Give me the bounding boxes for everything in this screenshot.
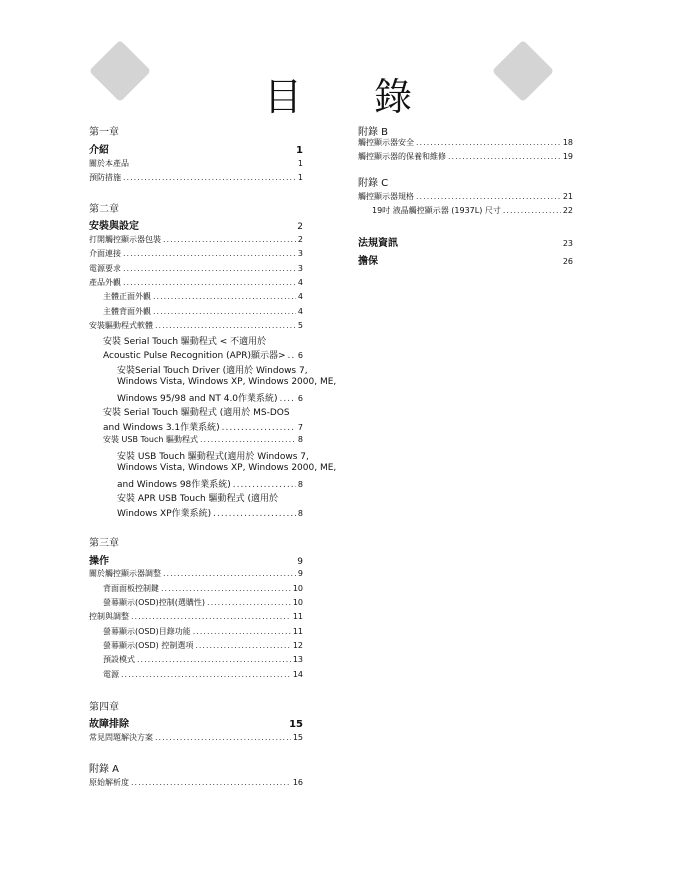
leader-dots	[131, 612, 291, 621]
page-number: 2	[297, 235, 303, 244]
page-number: 6	[297, 351, 303, 360]
toc-entry	[89, 291, 303, 302]
toc-entry	[89, 583, 303, 594]
toc-entry	[89, 420, 303, 433]
leader-dots	[161, 584, 291, 593]
toc-entry	[89, 626, 303, 637]
toc-entry-text: 關於觸控顯示器調整	[89, 569, 161, 578]
toc-entry-line	[89, 405, 303, 418]
leader-dots	[416, 192, 561, 201]
toc-entry	[89, 640, 303, 651]
toc-entry	[89, 158, 303, 169]
leader-dots	[222, 423, 296, 433]
chapter-heading-text: 第四章	[89, 702, 119, 713]
page-number: 3	[297, 264, 303, 273]
chapter-heading	[89, 123, 303, 138]
toc-entry	[89, 320, 303, 331]
toc-entry-text: 背面面板控制鍵	[103, 584, 159, 593]
page-number: 7	[297, 423, 303, 432]
leader-dots	[207, 598, 291, 607]
toc-entry	[89, 172, 303, 183]
page-title: 目 錄	[263, 75, 443, 119]
leader-dots	[163, 569, 296, 578]
toc-entry-text: 安裝 Serial Touch 驅動程式 (適用於 MS-DOS	[103, 408, 290, 418]
toc-entry-text: 預設模式	[103, 655, 135, 664]
leader-dots	[155, 733, 291, 742]
toc-entry	[89, 263, 303, 274]
leader-dots	[193, 627, 291, 636]
toc-entry-text: 安裝驅動程式軟體	[89, 321, 153, 330]
leader-dots	[163, 235, 296, 244]
toc-section-title	[89, 715, 303, 730]
page-number: 3	[297, 249, 303, 258]
toc-entry	[358, 191, 573, 202]
leader-dots	[121, 670, 291, 679]
page-number: 2	[297, 222, 303, 232]
toc-section-text: 介紹	[89, 145, 109, 156]
toc-entry-text: 關於本產品	[89, 159, 129, 168]
toc-entry	[358, 151, 573, 162]
page-number: 6	[297, 394, 303, 403]
leader-dots	[200, 435, 296, 444]
page-number: 8	[297, 480, 303, 489]
page-number: 8	[297, 509, 303, 518]
toc-entry	[89, 611, 303, 622]
leader-dots	[288, 351, 296, 361]
page-number: 11	[292, 612, 303, 621]
page-number: 14	[292, 670, 303, 679]
toc-entry-text: and Windows 98作業系統)	[117, 480, 231, 490]
chapter-heading-text: 第一章	[89, 127, 119, 138]
chapter-heading	[358, 123, 573, 138]
page-number: 9	[297, 557, 303, 567]
leader-dots	[123, 278, 296, 287]
toc-entry-text: 主體正面外觀	[103, 292, 151, 301]
page-number: 22	[562, 206, 573, 215]
chapter-heading	[89, 698, 303, 713]
chapter-heading	[89, 534, 303, 549]
toc-entry-text: 安裝 APR USB Touch 驅動程式 (適用於	[117, 494, 278, 504]
toc-entry-line	[89, 449, 309, 462]
toc-section-title	[89, 141, 303, 156]
page-number: 12	[292, 641, 303, 650]
page-number: 1	[297, 159, 303, 168]
toc-entry	[89, 777, 303, 788]
page-number: 4	[297, 278, 303, 287]
toc-entry	[89, 277, 303, 288]
page-number: 23	[562, 239, 573, 248]
toc-entry-text: 螢幕顯示(OSD)目錄功能	[103, 627, 191, 636]
page-number: 21	[562, 192, 573, 201]
page-number: 1	[297, 173, 303, 182]
leader-dots	[280, 394, 296, 404]
page-number: 15	[289, 719, 303, 730]
leader-dots	[123, 249, 296, 258]
toc-entry-text: 電源要求	[89, 264, 121, 273]
toc-entry-text: 觸控顯示器安全	[358, 138, 414, 147]
leader-dots	[155, 321, 296, 330]
toc-section-title	[358, 234, 573, 249]
leader-dots	[153, 307, 296, 316]
leader-dots	[131, 778, 291, 787]
toc-entry-text: 原始解析度	[89, 778, 129, 787]
toc-entry-text: 觸控顯示器的保養和維修	[358, 152, 446, 161]
chapter-heading	[89, 200, 303, 215]
page-number: 1	[296, 145, 303, 156]
leader-dots	[123, 173, 296, 182]
chapter-heading-text: 第二章	[89, 204, 119, 215]
toc-entry-text: Windows Vista, Windows XP, Windows 2000, ME,	[117, 463, 337, 473]
toc-entry-text: 螢幕顯示(OSD) 控制選項	[103, 641, 194, 650]
toc-entry	[358, 137, 573, 148]
page-number: 4	[297, 292, 303, 301]
toc-entry-text: 產品外觀	[89, 278, 121, 287]
page-number: 13	[292, 655, 303, 664]
page-number: 15	[292, 733, 303, 742]
toc-entry-text: 主體背面外觀	[103, 307, 151, 316]
leader-dots	[233, 480, 296, 490]
chapter-heading-text: 附錄 B	[358, 127, 389, 138]
toc-section-title	[89, 552, 303, 567]
toc-entry	[89, 434, 303, 445]
toc-entry-text: 安裝Serial Touch Driver (適用於 Windows 7,	[117, 366, 308, 376]
page-number: 4	[297, 307, 303, 316]
toc-entry-text: 安裝 Serial Touch 驅動程式 < 不適用於	[103, 337, 267, 347]
toc-entry	[89, 477, 303, 490]
toc-entry-text: 觸控顯示器規格	[358, 192, 414, 201]
page-number: 16	[292, 778, 303, 787]
leader-dots	[448, 152, 561, 161]
page-number: 10	[292, 598, 303, 607]
leader-dots	[195, 641, 290, 650]
toc-entry-text: and Windows 3.1作業系統)	[103, 423, 220, 433]
toc-entry-text: 預防措施	[89, 173, 121, 182]
toc-entry-line	[89, 377, 337, 387]
toc-entry-text: 常見問題解決方案	[89, 733, 153, 742]
toc-entry	[89, 568, 303, 579]
chapter-heading	[89, 760, 303, 775]
toc-section-title	[358, 252, 573, 267]
toc-entry	[89, 669, 303, 680]
toc-entry-text: 電源	[103, 670, 119, 679]
toc-entry	[89, 597, 303, 608]
toc-entry	[89, 234, 303, 245]
leader-dots	[503, 206, 561, 215]
toc-entry	[89, 348, 303, 361]
toc-entry-text: 介面連接	[89, 249, 121, 258]
leader-dots	[123, 264, 296, 273]
toc-entry-text: Windows Vista, Windows XP, Windows 2000, ME,	[117, 377, 337, 387]
toc-entry-line	[89, 334, 303, 347]
toc-entry-text: Acoustic Pulse Recognition (APR)顯示器>	[103, 351, 286, 361]
toc-entry	[89, 732, 303, 743]
toc-section-text: 擔保	[358, 256, 378, 267]
toc-section-text: 操作	[89, 556, 109, 567]
toc-entry-text: Windows XP作業系統)	[117, 509, 212, 519]
toc-entry	[89, 506, 303, 519]
toc-entry	[89, 248, 303, 259]
toc-entry	[358, 205, 573, 216]
page-number: 19	[562, 152, 573, 161]
toc-section-text: 安裝與設定	[89, 221, 139, 232]
page-number: 8	[297, 435, 303, 444]
page-number: 26	[562, 257, 573, 266]
toc-entry-text: 安裝 USB Touch 驅動程式	[103, 435, 199, 444]
page-number: 9	[297, 569, 303, 578]
page-number: 10	[292, 584, 303, 593]
toc-entry	[89, 391, 303, 404]
leader-dots	[416, 138, 561, 147]
page-number: 5	[297, 321, 303, 330]
toc-entry	[89, 654, 303, 665]
page-number: 18	[562, 138, 573, 147]
toc-entry-line	[89, 491, 303, 504]
toc-section-text: 法規資訊	[358, 238, 398, 249]
toc-entry-line	[89, 463, 337, 473]
chapter-heading	[358, 174, 573, 189]
toc-entry-text: Windows 95/98 and NT 4.0作業系統)	[117, 394, 278, 404]
leader-dots	[137, 655, 291, 664]
toc-entry-text: 安裝 USB Touch 驅動程式(適用於 Windows 7,	[117, 452, 309, 462]
toc-entry-text: 螢幕顯示(OSD)控制(選購性)	[103, 598, 206, 607]
chapter-heading-text: 附錄 A	[89, 764, 120, 775]
toc-entry-text: 打開觸控顯示器包裝	[89, 235, 161, 244]
toc-section-text: 故障排除	[89, 719, 129, 730]
toc-entry	[89, 306, 303, 317]
toc-section-title	[89, 217, 303, 232]
chapter-heading-text: 第三章	[89, 538, 119, 549]
toc-entry-line	[89, 363, 308, 376]
chapter-heading-text: 附錄 C	[358, 178, 389, 189]
toc-entry-text: 控制與調整	[89, 612, 129, 621]
leader-dots	[213, 509, 296, 519]
leader-dots	[153, 292, 296, 301]
toc-entry-text: 19吋 液晶觸控顯示器 (1937L) 尺寸	[372, 206, 501, 215]
page-number: 11	[292, 627, 303, 636]
